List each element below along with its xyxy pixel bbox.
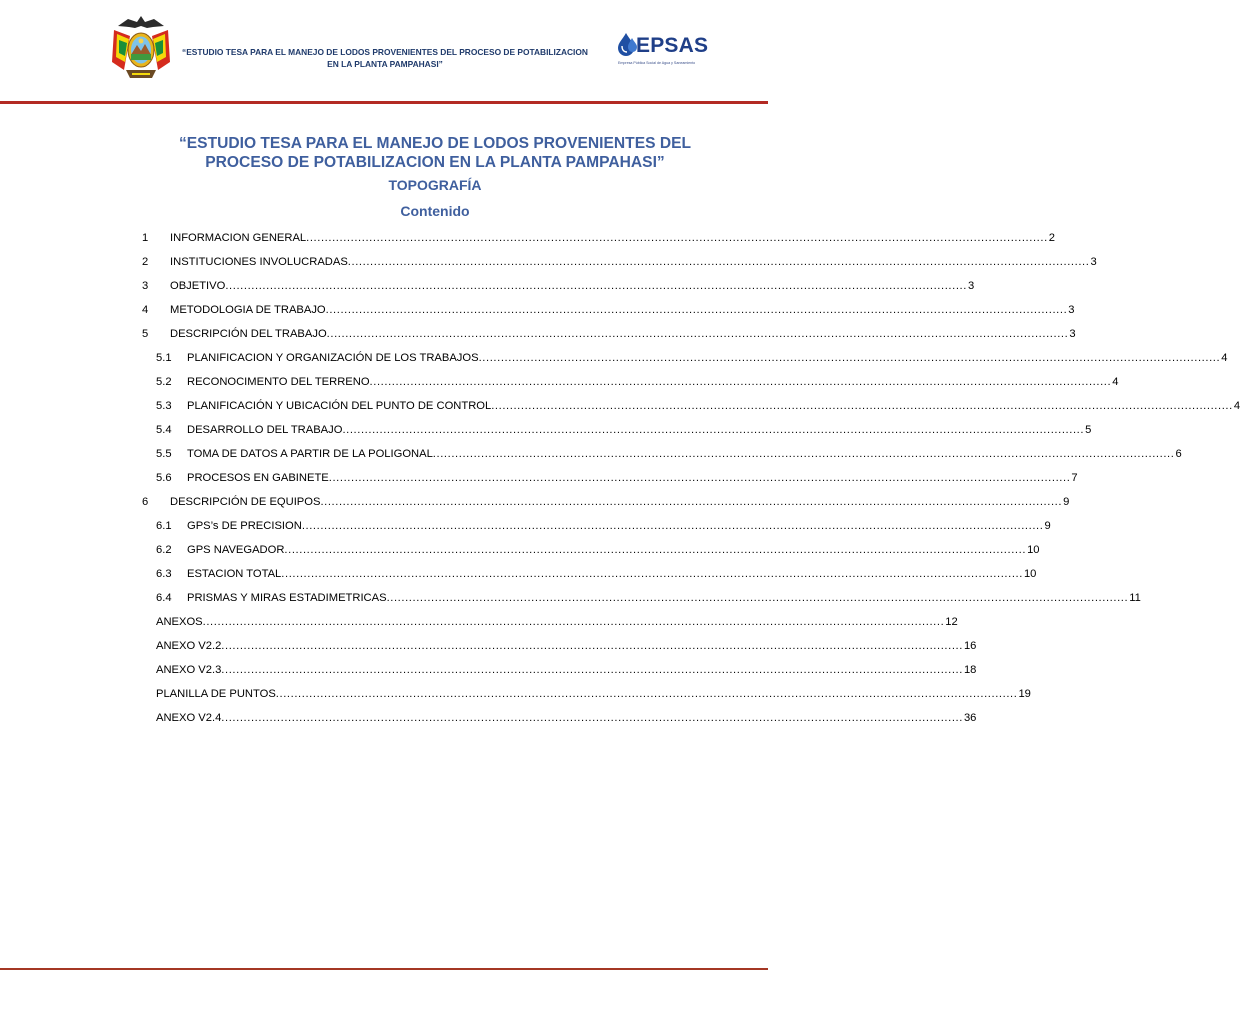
toc-dot-leader: ........................................................................................................................................................................................................	[386, 592, 1129, 604]
toc-entry-page: 3	[1068, 304, 1075, 316]
toc-entry-title: DESCRIPCIÓN DEL TRABAJO	[170, 328, 327, 340]
toc-dot-leader: ........................................................................................................................................................................................................	[221, 640, 963, 652]
toc-entry[interactable]	[156, 610, 958, 634]
toc-entry-title: PLANIFICACIÓN Y UBICACIÓN DEL PUNTO DE CONTROL	[187, 400, 492, 412]
toc-entry[interactable]	[156, 394, 1240, 418]
document-title-line1: “ESTUDIO TESA PARA EL MANEJO DE LODOS PROVENIENTES DEL	[178, 135, 692, 152]
toc-entry-number: 5.2	[156, 376, 172, 388]
toc-entry-number: 6.4	[156, 592, 172, 604]
toc-entry[interactable]	[142, 274, 975, 298]
toc-entry-page: 3	[1090, 256, 1097, 268]
toc-entry-page: 5	[1085, 424, 1092, 436]
toc-entry[interactable]	[156, 634, 977, 658]
running-title	[180, 46, 590, 70]
toc-entry-title: ANEXO V2.2	[156, 640, 222, 652]
toc-entry-title: ANEXO V2.3	[156, 664, 222, 676]
toc-dot-leader: ........................................................................................................................................................................................................	[281, 568, 1023, 580]
toc-dot-leader: ........................................................................................................................................................................................................	[342, 424, 1085, 436]
document-subtitle: TOPOGRAFÍA	[388, 177, 482, 193]
toc-entry[interactable]	[142, 298, 1075, 322]
toc-dot-leader: ........................................................................................................................................................................................................	[221, 664, 963, 676]
toc-entry-title: METODOLOGIA DE TRABAJO	[170, 304, 326, 316]
toc-entry-number: 5.6	[156, 472, 172, 484]
toc-entry-page: 3	[1069, 328, 1076, 340]
toc-entry[interactable]	[156, 586, 1141, 610]
header-rule	[0, 101, 768, 104]
toc-entry-number: 2	[142, 256, 149, 268]
toc-entry-title: TOMA DE DATOS A PARTIR DE LA POLIGONAL	[187, 448, 433, 460]
toc-entry[interactable]	[156, 682, 1031, 706]
toc-dot-leader: ........................................................................................................................................................................................................	[320, 496, 1063, 508]
toc-entry[interactable]	[156, 514, 1051, 538]
toc-entry-page: 36	[963, 712, 977, 724]
toc-entry-page: 4	[1112, 376, 1119, 388]
toc-entry-page: 9	[1044, 520, 1051, 532]
toc-entry-page: 10	[1023, 568, 1037, 580]
toc-entry-page: 10	[1027, 544, 1040, 556]
toc-entry[interactable]	[142, 250, 1097, 274]
toc-entry-title: INSTITUCIONES INVOLUCRADAS	[170, 256, 348, 268]
bolivia-coat-of-arms-icon	[110, 14, 172, 84]
toc-entry-page: 2	[1048, 232, 1056, 244]
toc-entry[interactable]	[142, 490, 1070, 514]
contents-heading: Contenido	[400, 203, 470, 219]
toc-entry-title: DESARROLLO DEL TRABAJO	[187, 424, 343, 436]
toc-entry-number: 6.3	[156, 568, 172, 580]
toc-entry-page: 6	[1175, 448, 1182, 460]
toc-dot-leader: ........................................................................................................................................................................................................	[301, 520, 1044, 532]
toc-entry[interactable]	[156, 442, 1182, 466]
toc-entry-title: PRISMAS Y MIRAS ESTADIMETRICAS	[187, 592, 387, 604]
toc-entry-page: 3	[967, 280, 975, 292]
epsas-name: EPSAS	[636, 34, 709, 57]
running-title-line2: EN LA PLANTA PAMPAHASI”	[327, 59, 443, 69]
running-title-line1: “ESTUDIO TESA PARA EL MANEJO DE LODOS PROVENIENTES DEL PROCESO DE POTABILIZACION	[182, 47, 588, 57]
toc-entry-title: PROCESOS EN GABINETE	[187, 472, 329, 484]
toc-entry-title: DESCRIPCIÓN DE EQUIPOS	[170, 496, 321, 508]
toc-entry[interactable]	[156, 370, 1119, 394]
toc-dot-leader: ........................................................................................................................................................................................................	[221, 712, 963, 724]
toc-entry-title: ANEXOS	[156, 616, 203, 628]
toc-entry-number: 5	[142, 328, 149, 340]
toc-entry-number: 1	[142, 232, 149, 244]
toc-entry[interactable]	[142, 226, 1056, 250]
epsas-logo	[614, 32, 709, 74]
toc-dot-leader: ........................................................................................................................................................................................................	[326, 328, 1069, 340]
toc-entry[interactable]	[156, 466, 1078, 490]
toc-dot-leader: ........................................................................................................................................................................................................	[325, 304, 1068, 316]
toc-dot-leader: ........................................................................................................................................................................................................	[478, 352, 1221, 364]
toc-entry-title: GPS NAVEGADOR	[187, 544, 285, 556]
toc-dot-leader: ........................................................................................................................................................................................................	[225, 280, 967, 292]
toc-dot-leader: ........................................................................................................................................................................................................	[369, 376, 1112, 388]
toc-entry-title: GPS’s DE PRECISION	[187, 520, 302, 532]
toc-entry-title: OBJETIVO	[170, 280, 226, 292]
toc-entry-number: 6.1	[156, 520, 172, 532]
toc-entry-title: PLANILLA DE PUNTOS	[156, 688, 276, 700]
toc-entry[interactable]	[156, 706, 977, 730]
toc-entry-page: 4	[1233, 400, 1240, 412]
footer-rule	[0, 968, 768, 970]
toc-entry-page: 18	[963, 664, 977, 676]
toc-dot-leader: ........................................................................................................................................................................................................	[347, 256, 1090, 268]
toc-entry-title: ESTACION TOTAL	[187, 568, 282, 580]
toc-entry-page: 9	[1063, 496, 1070, 508]
toc-entry-number: 6	[142, 496, 149, 508]
toc-entry[interactable]	[156, 658, 977, 682]
toc-entry-page: 11	[1129, 592, 1141, 604]
toc-entry-page: 7	[1071, 472, 1078, 484]
toc-entry[interactable]	[156, 538, 1040, 562]
toc-entry-number: 5.1	[156, 352, 172, 364]
toc-entry-page: 4	[1221, 352, 1228, 364]
document-title	[150, 134, 720, 172]
toc-dot-leader: ........................................................................................................................................................................................................	[306, 232, 1048, 244]
toc-dot-leader: ........................................................................................................................................................................................................	[284, 544, 1027, 556]
toc-entry-number: 5.4	[156, 424, 172, 436]
page-header	[0, 0, 768, 104]
toc-entry-number: 6.2	[156, 544, 172, 556]
toc-dot-leader: ........................................................................................................................................................................................................	[275, 688, 1018, 700]
toc-dot-leader: ........................................................................................................................................................................................................	[202, 616, 945, 628]
toc-dot-leader: ........................................................................................................................................................................................................	[432, 448, 1175, 460]
toc-entry-number: 3	[142, 280, 149, 292]
toc-entry-number: 4	[142, 304, 149, 316]
toc-entry[interactable]	[156, 346, 1228, 370]
toc-entry-title: INFORMACION GENERAL	[170, 232, 307, 244]
epsas-tagline: Empresa Pública Social de Agua y Saneamiento	[618, 61, 696, 65]
toc-entry[interactable]	[156, 418, 1092, 442]
toc-entry-number: 5.5	[156, 448, 172, 460]
toc-entry-title: ANEXO V2.4	[156, 712, 222, 724]
toc-entry-page: 19	[1018, 688, 1031, 700]
toc-entry[interactable]	[156, 562, 1037, 586]
toc-entry-page: 12	[945, 616, 958, 628]
toc-entry[interactable]	[142, 322, 1076, 346]
document-title-line2: PROCESO DE POTABILIZACION EN LA PLANTA PAMPAHASI”	[205, 154, 665, 171]
toc-dot-leader: ........................................................................................................................................................................................................	[491, 400, 1233, 412]
toc-dot-leader: ........................................................................................................................................................................................................	[328, 472, 1071, 484]
toc-entry-number: 5.3	[156, 400, 172, 412]
toc-entry-title: PLANIFICACION Y ORGANIZACIÓN DE LOS TRABAJOS	[187, 352, 479, 364]
toc-entry-title: RECONOCIMENTO DEL TERRENO	[187, 376, 370, 388]
toc-entry-page: 16	[963, 640, 977, 652]
